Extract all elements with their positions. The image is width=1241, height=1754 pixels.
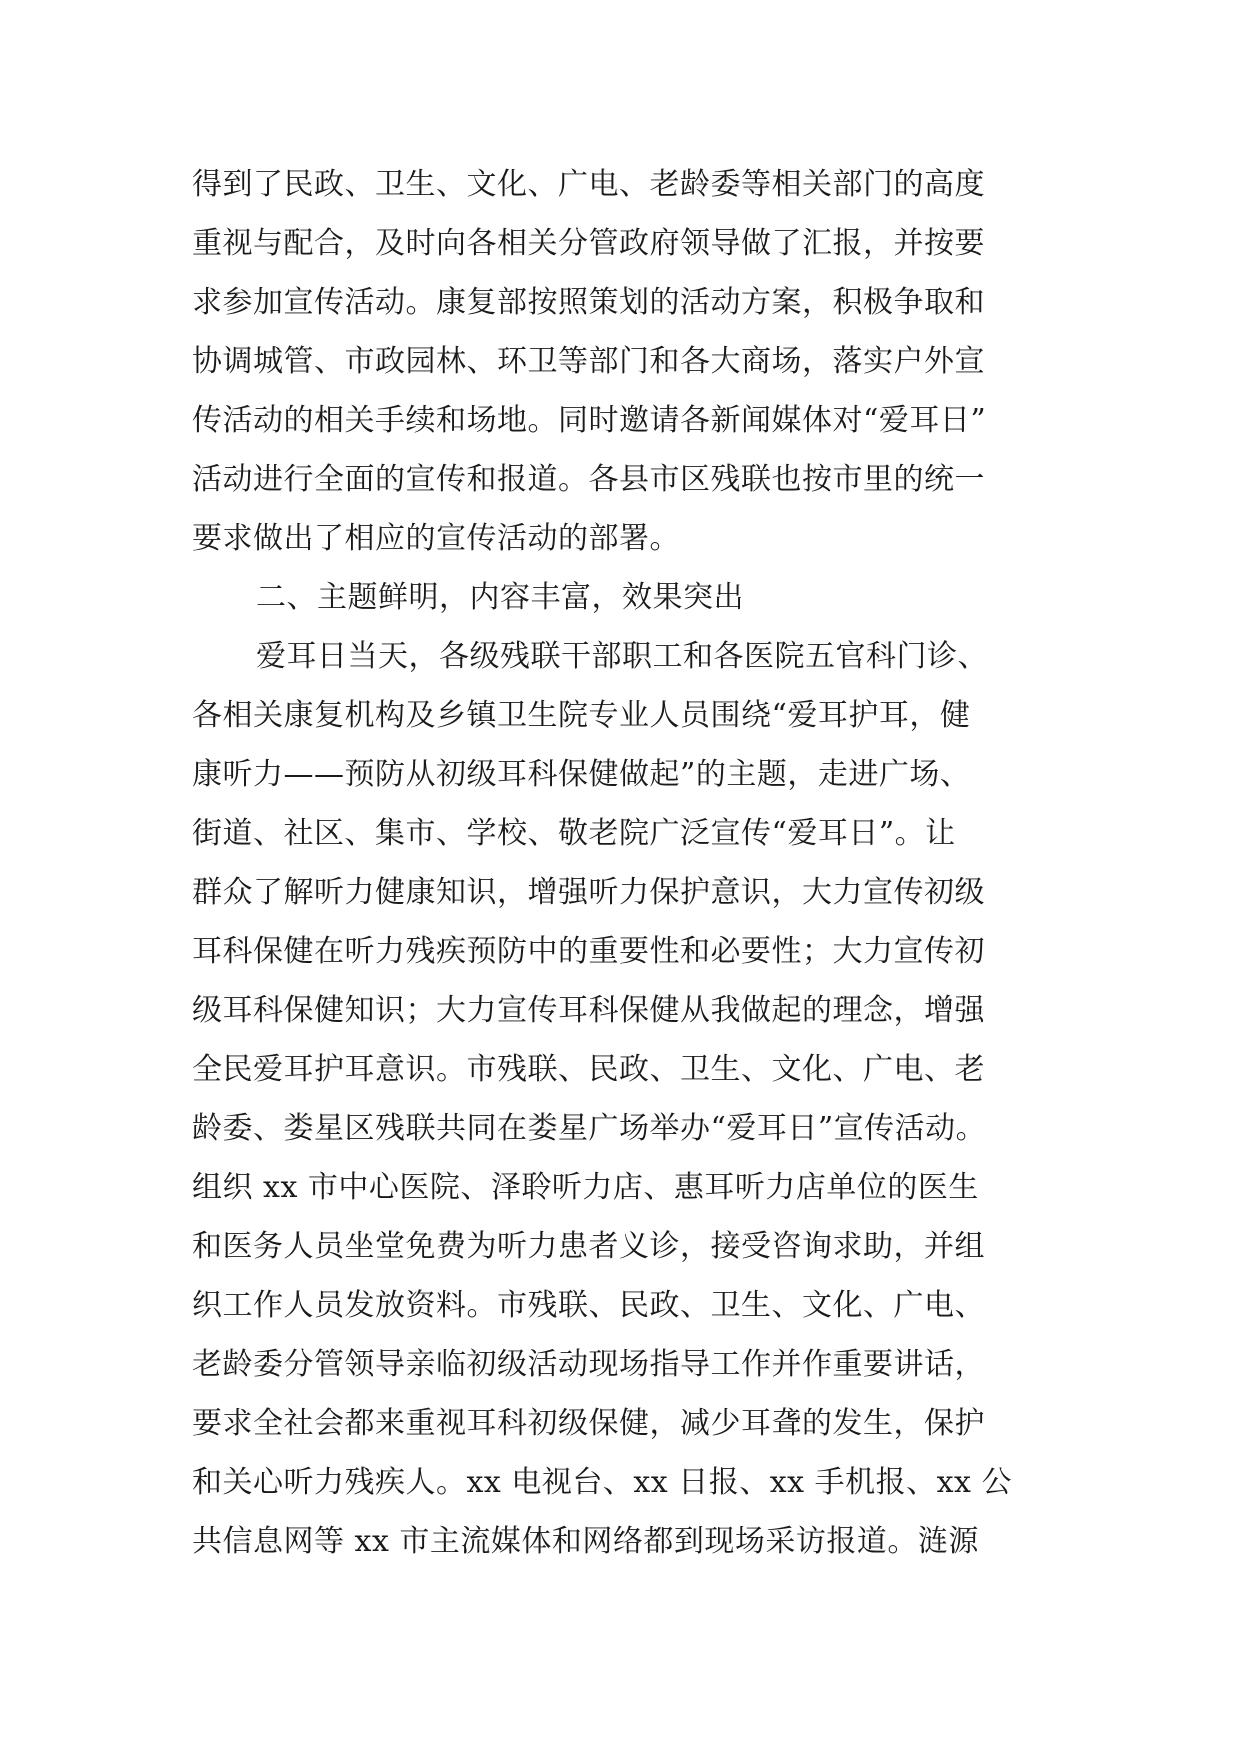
text-line: 耳科保健在听力残疾预防中的重要性和必要性；大力宣传初 — [192, 934, 985, 969]
text-line: 全民爱耳护耳意识。市残联、民政、卫生、文化、广电、老 — [192, 1052, 985, 1087]
text-line: 康听力——预防从初级耳科保健做起”的主题，走进广场、 — [192, 757, 971, 792]
text-line: 重视与配合，及时向各相关分管政府领导做了汇报，并按要 — [192, 226, 985, 261]
text-line: 龄委、娄星区残联共同在娄星广场举办“爱耳日”宣传活动。 — [192, 1111, 987, 1146]
text-line: 级耳科保健知识；大力宣传耳科保健从我做起的理念，增强 — [192, 993, 985, 1028]
document-body — [192, 155, 1092, 1571]
text-line: 和关心听力残疾人。xx 电视台、xx 日报、xx 手机报、xx 公 — [192, 1465, 1012, 1500]
text-line: 和医务人员坐堂免费为听力患者义诊，接受咨询求助，并组 — [192, 1229, 985, 1264]
text-line: 共信息网等 xx 市主流媒体和网络都到现场采访报道。涟源 — [192, 1524, 979, 1559]
section-heading: 二、主题鲜明，内容丰富，效果突出 — [256, 580, 744, 615]
text-line: 要求全社会都来重视耳科初级保健，减少耳聋的发生，保护 — [192, 1406, 985, 1441]
text-line: 要求做出了相应的宣传活动的部署。 — [192, 521, 680, 556]
text-line: 得到了民政、卫生、文化、广电、老龄委等相关部门的高度 — [192, 167, 985, 202]
text-line: 组织 xx 市中心医院、泽聆听力店、惠耳听力店单位的医生 — [192, 1170, 979, 1205]
text-line: 求参加宣传活动。康复部按照策划的活动方案，积极争取和 — [192, 285, 985, 320]
text-line: 群众了解听力健康知识，增强听力保护意识，大力宣传初级 — [192, 875, 985, 910]
text-line: 活动进行全面的宣传和报道。各县市区残联也按市里的统一 — [192, 462, 985, 497]
text-line: 传活动的相关手续和场地。同时邀请各新闻媒体对“爱耳日” — [192, 403, 987, 438]
text-line: 老龄委分管领导亲临初级活动现场指导工作并作重要讲话， — [192, 1347, 985, 1382]
paragraph-first-line: 爱耳日当天，各级残联干部职工和各医院五官科门诊、 — [256, 639, 988, 674]
text-line: 街道、社区、集市、学校、敬老院广泛宣传“爱耳日”。让 — [192, 816, 956, 851]
text-line: 各相关康复机构及乡镇卫生院专业人员围绕“爱耳护耳，健 — [192, 698, 971, 733]
text-line: 织工作人员发放资料。市残联、民政、卫生、文化、广电、 — [192, 1288, 985, 1323]
text-line: 协调城管、市政园林、环卫等部门和各大商场，落实户外宣 — [192, 344, 985, 379]
